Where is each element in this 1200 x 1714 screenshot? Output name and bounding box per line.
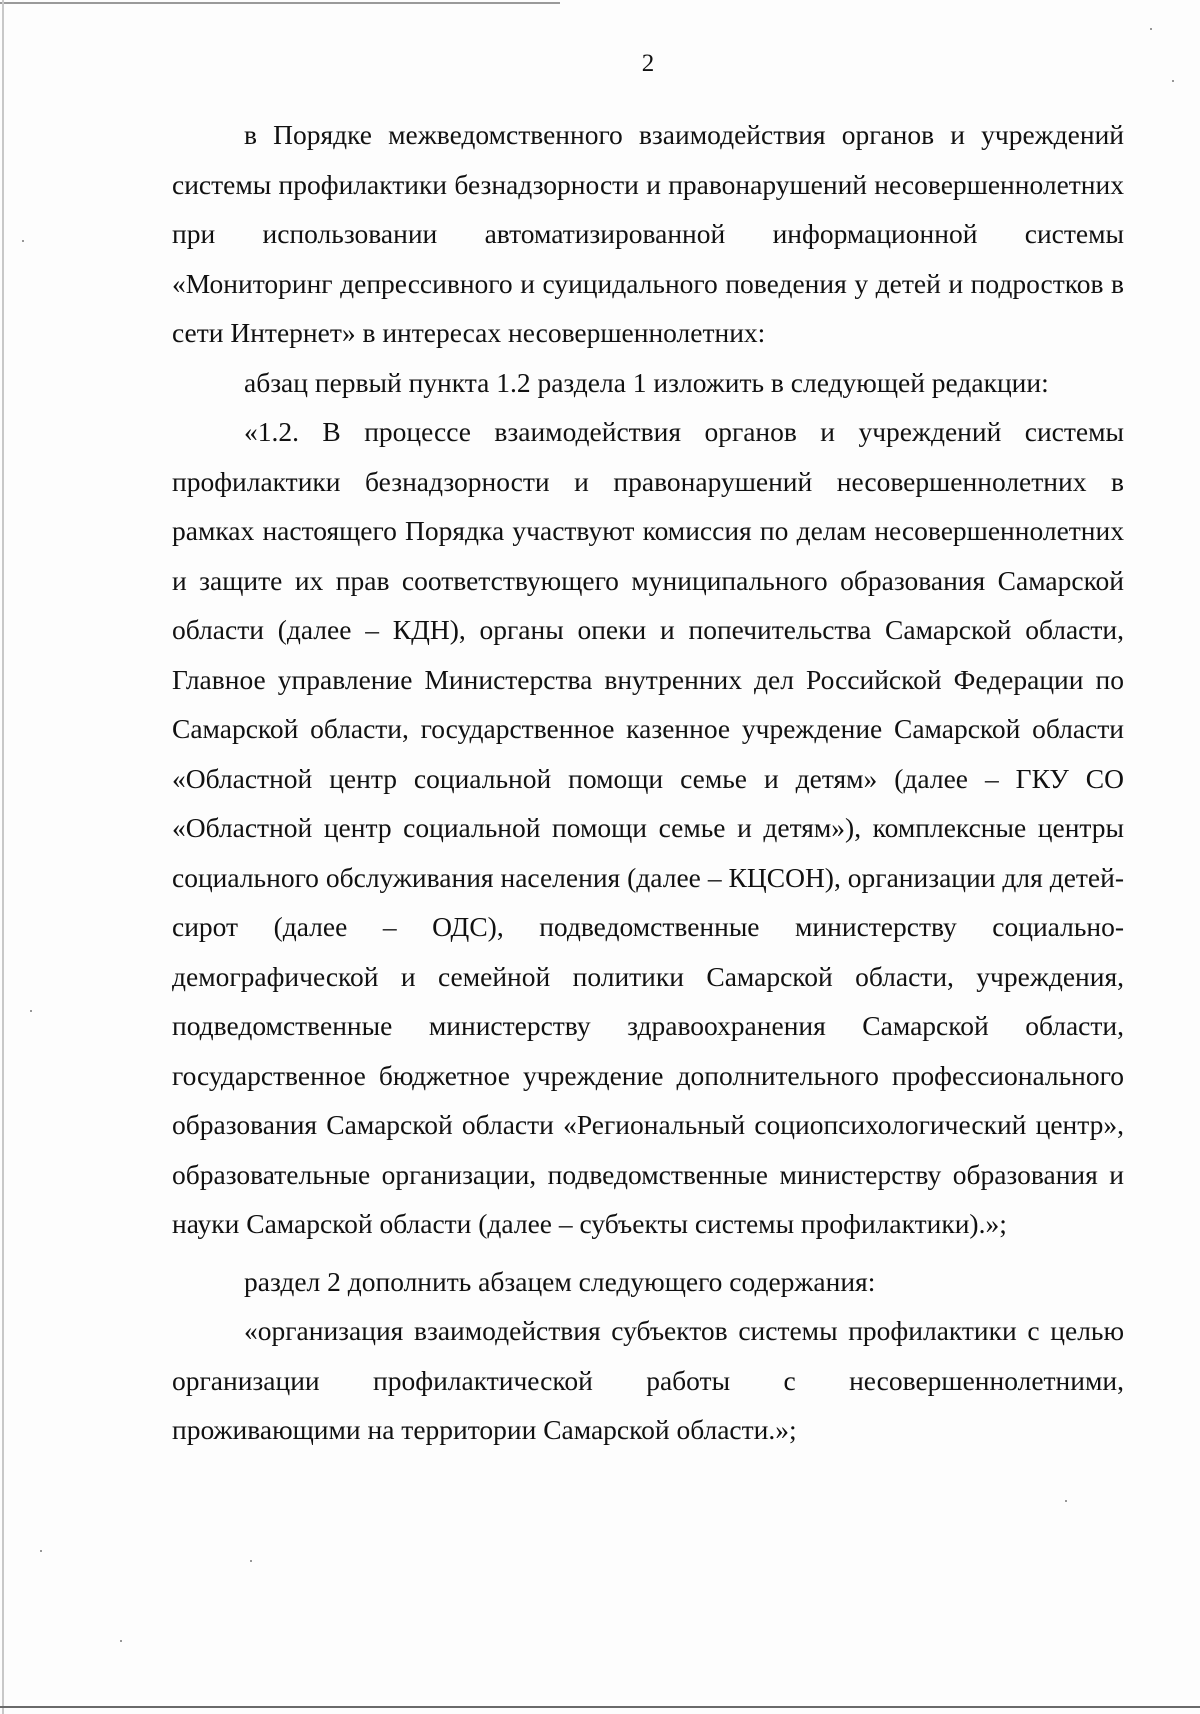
scan-edge-top <box>0 2 560 4</box>
scan-speck <box>30 1010 32 1012</box>
scan-speck <box>120 1640 122 1642</box>
paragraph-section-2: раздел 2 дополнить абзацем следующего содержания: <box>244 1265 876 1297</box>
scan-speck <box>1065 1500 1067 1502</box>
scan-speck <box>22 240 24 242</box>
scan-edge-bottom <box>0 1706 1200 1708</box>
paragraph-section-2-addition: «организация взаимодействия субъектов системы профилактики с целью организации профилактической работы с несовершеннолетними, проживающими на территории Самарской области.»; <box>172 1315 1124 1445</box>
document-body <box>172 110 1124 1455</box>
scan-speck <box>40 1550 42 1552</box>
paragraph-clause-1-2: «1.2. В процессе взаимодействия органов и учреждений системы профилактики безнадзорности и правонарушений несовершеннолетних в рамках настоящего Порядка участвуют комиссия по делам несовершеннолетних и защите их прав соответствующего муниципального образования Самарской области (далее – КДН), органы опеки и попечительства Самарской области, Главное управление Министерства внутренних дел Российской Федерации по Самарской области, государственное казенное учреждение Самарской области «Областной центр социальной помощи семье и детям» (далее – ГКУ СО «Областной центр социальной помощи семье и детям»), комплексные центры социального обслуживания населения (далее – КЦСОН), организации для детей-сирот (далее – ОДС), подведомственные министерству социально-демографической и семейной политики Самарской области, учреждения, подведомственные министерству здравоохранения Самарской области, государственное бюджетное учреждение дополнительного профессионального образования Самарской области «Региональный социопсихологический центр», образовательные организации, подведомственные министерству образования и науки Самарской области (далее – субъекты системы профилактики).»; <box>172 416 1124 1239</box>
scan-speck <box>250 1560 252 1562</box>
page-number: 2 <box>641 50 655 77</box>
scan-edge-left <box>2 0 4 1714</box>
scan-speck <box>1172 80 1174 82</box>
paragraph-order-title: в Порядке межведомственного взаимодействия органов и учреждений системы профилактики безнадзорности и правонарушений несовершеннолетних при использовании автоматизированной информационной системы «Мониторинг депрессивного и суицидального поведения у детей и подростков в сети Интернет» в интересах несовершеннолетних: <box>172 119 1124 348</box>
paragraph-amend-clause: абзац первый пункта 1.2 раздела 1 изложить в следующей редакции: <box>244 366 1049 398</box>
scan-speck <box>1150 28 1152 30</box>
